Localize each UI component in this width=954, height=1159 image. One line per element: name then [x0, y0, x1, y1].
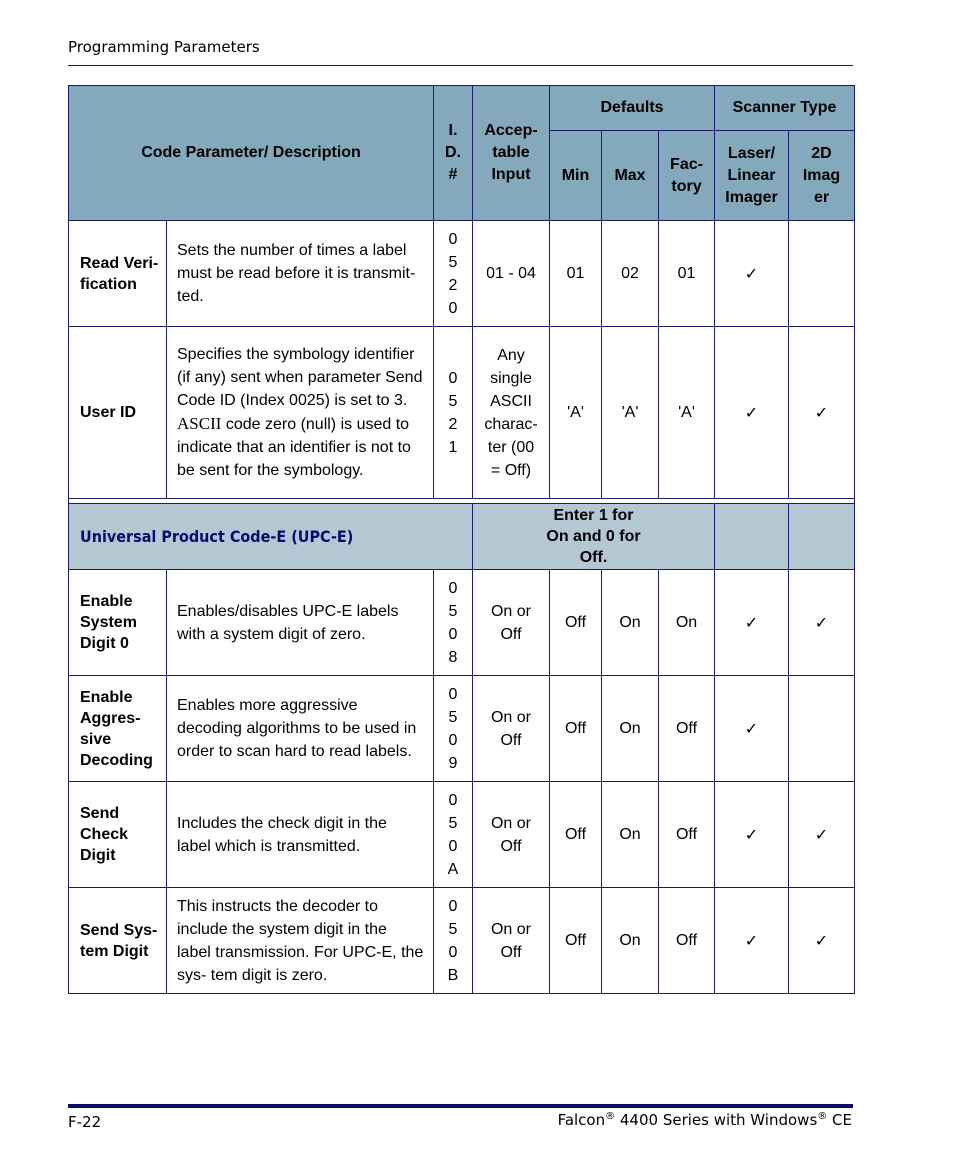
param-max: On: [602, 676, 659, 782]
section-cell-2d: [789, 504, 855, 570]
table-row: [69, 676, 855, 782]
header-max: Max: [602, 131, 659, 221]
param-min: Off: [550, 888, 602, 994]
check-icon-2d: [789, 221, 855, 327]
param-max: On: [602, 782, 659, 888]
table-row: [69, 570, 855, 676]
check-icon-laser: ✓: [715, 221, 789, 327]
param-acceptable-input: On or Off: [473, 570, 550, 676]
check-icon-laser: ✓: [715, 888, 789, 994]
param-description: This instructs the decoder to include the system digit in the label transmission. For UPC-E, the sys- tem digit is zero.: [167, 888, 434, 994]
footer-registered-mark: ®: [817, 1111, 828, 1122]
param-factory: On: [659, 570, 715, 676]
param-factory: Off: [659, 888, 715, 994]
check-icon-2d: ✓: [789, 570, 855, 676]
footer-product-title: [558, 1111, 852, 1129]
param-id: 0 5 2 1: [434, 327, 473, 499]
check-icon-laser: ✓: [715, 676, 789, 782]
footer-rule: [68, 1104, 853, 1108]
param-description-part: Specifies the symbology identifier (if any) sent when parameter Send Code ID (Index 0025) is set to 3.: [177, 346, 423, 409]
param-description-ascii: ASCII: [177, 414, 222, 433]
param-factory: Off: [659, 676, 715, 782]
param-id: 0 5 0 B: [434, 888, 473, 994]
section-title: Universal Product Code-E (UPC-E): [69, 504, 473, 570]
param-acceptable-input: On or Off: [473, 676, 550, 782]
check-icon-2d: ✓: [789, 327, 855, 499]
header-scanner-type: Scanner Type: [715, 86, 855, 131]
check-icon-laser: ✓: [715, 327, 789, 499]
section-note: Enter 1 for On and 0 for Off.: [473, 504, 715, 570]
param-description: [167, 327, 434, 499]
footer-product-os: CE: [827, 1111, 852, 1129]
header-rule: [68, 65, 853, 66]
param-name: User ID: [69, 327, 167, 499]
param-acceptable-input: On or Off: [473, 888, 550, 994]
header-2d-imager: 2D Imag er: [789, 131, 855, 221]
header-acceptable-input: Accep- table Input: [473, 86, 550, 221]
header-id: I. D. #: [434, 86, 473, 221]
param-max: 02: [602, 221, 659, 327]
table-row: [69, 221, 855, 327]
header-factory: Fac- tory: [659, 131, 715, 221]
check-icon-2d: ✓: [789, 782, 855, 888]
param-max: On: [602, 888, 659, 994]
param-id: 0 5 0 A: [434, 782, 473, 888]
param-name: Send Check Digit: [69, 782, 167, 888]
section-cell-laser: [715, 504, 789, 570]
param-description: Sets the number of times a label must be read before it is transmit- ted.: [167, 221, 434, 327]
check-icon-2d: ✓: [789, 888, 855, 994]
param-id: 0 5 2 0: [434, 221, 473, 327]
table-row-user-id: [69, 327, 855, 499]
page-header-title: Programming Parameters: [68, 38, 260, 56]
param-description: Enables/disables UPC-E labels with a system digit of zero.: [167, 570, 434, 676]
param-description: Includes the check digit in the label which is transmitted.: [167, 782, 434, 888]
param-max: 'A': [602, 327, 659, 499]
param-name: Send Sys- tem Digit: [69, 888, 167, 994]
param-acceptable-input: 01 - 04: [473, 221, 550, 327]
param-min: 01: [550, 221, 602, 327]
footer-page-number: F-22: [68, 1113, 102, 1131]
param-description: Enables more aggressive decoding algorithms to be used in order to scan hard to read labels.: [167, 676, 434, 782]
param-min: Off: [550, 570, 602, 676]
check-icon-laser: ✓: [715, 570, 789, 676]
header-defaults: Defaults: [550, 86, 715, 131]
section-row: [69, 504, 855, 570]
param-factory: Off: [659, 782, 715, 888]
param-name: Read Veri- fication: [69, 221, 167, 327]
param-min: 'A': [550, 327, 602, 499]
header-code-parameter: Code Parameter/ Description: [69, 86, 434, 221]
param-acceptable-input: On or Off: [473, 782, 550, 888]
table-row: [69, 888, 855, 994]
header-min: Min: [550, 131, 602, 221]
param-name: Enable System Digit 0: [69, 570, 167, 676]
parameters-table: [68, 85, 855, 994]
footer-product-name: Falcon: [557, 1111, 606, 1129]
param-min: Off: [550, 676, 602, 782]
table-row: [69, 782, 855, 888]
check-icon-laser: ✓: [715, 782, 789, 888]
param-min: Off: [550, 782, 602, 888]
header-laser-linear-imager: Laser/ Linear Imager: [715, 131, 789, 221]
param-id: 0 5 0 9: [434, 676, 473, 782]
param-name: Enable Aggres- sive Decoding: [69, 676, 167, 782]
param-factory: 01: [659, 221, 715, 327]
param-id: 0 5 0 8: [434, 570, 473, 676]
check-icon-2d: [789, 676, 855, 782]
footer-registered-mark: ®: [605, 1111, 616, 1122]
param-factory: 'A': [659, 327, 715, 499]
param-acceptable-input: Any single ASCII charac- ter (00 = Off): [473, 327, 550, 499]
footer-product-series: 4400 Series with Windows: [615, 1111, 818, 1129]
param-max: On: [602, 570, 659, 676]
param-description-part: code zero (null) is used to indicate that an identifier is not to be sent for the symbology.: [177, 416, 411, 479]
